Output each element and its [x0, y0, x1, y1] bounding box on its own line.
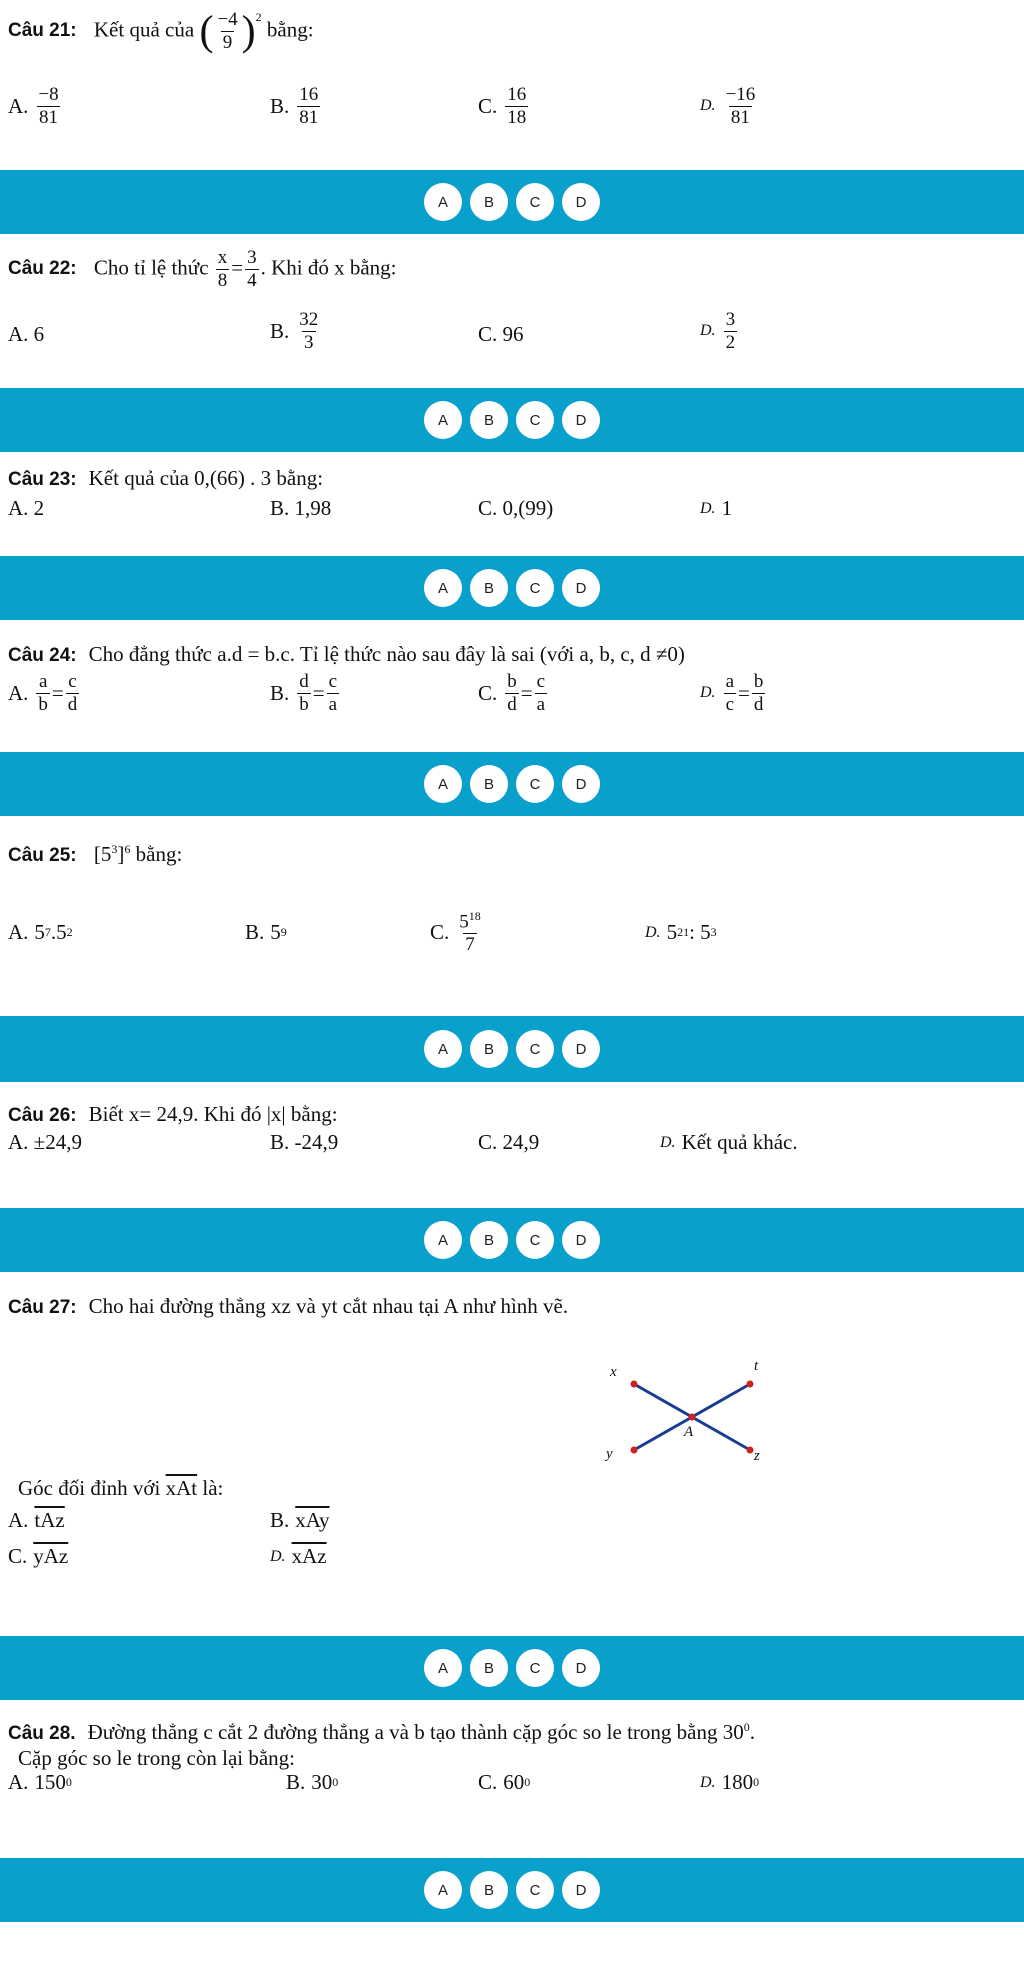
- question-25-prompt: Câu 25: $[5^3]^6$ bằng:: [8, 842, 183, 866]
- question-24-prompt: Câu 24: Cho đẳng thức a.d = b.c. Tỉ lệ thức nào sau đây là sai (với a, b, c, d ≠0): [8, 642, 685, 666]
- option-c: C. $\frac{16}{18}$: [478, 84, 527, 128]
- option-d: D. Kết quả khác.: [660, 1130, 798, 1154]
- answer-d-button[interactable]: D: [562, 1649, 600, 1687]
- answer-a-button[interactable]: A: [424, 765, 462, 803]
- answer-bar-24: [0, 752, 1024, 816]
- answer-b-button[interactable]: B: [470, 569, 508, 607]
- answer-a-button[interactable]: A: [424, 1871, 462, 1909]
- option-b: B. 5 9: [245, 920, 287, 944]
- option-d: D. 180 0: [700, 1770, 760, 1794]
- intersecting-lines-figure: [600, 1358, 770, 1464]
- option-b: B. $\frac{d}{b}$ = $\frac{c}{a}$: [270, 671, 338, 715]
- answer-bar-22: [0, 388, 1024, 452]
- option-a: A. $\frac{-8}{81}$: [8, 84, 59, 128]
- point-z: [747, 1447, 754, 1454]
- answer-a-button[interactable]: A: [424, 401, 462, 439]
- question-28-line2: Cặp góc so le trong còn lại bằng:: [18, 1746, 296, 1770]
- answer-c-button[interactable]: C: [516, 1871, 554, 1909]
- answer-d-button[interactable]: D: [562, 765, 600, 803]
- answer-bar-27: [0, 1636, 1024, 1700]
- answer-c-button[interactable]: C: [516, 183, 554, 221]
- question-23-prompt: Câu 23: Kết quả của 0,(66) . 3 bằng:: [8, 466, 324, 490]
- answer-b-button[interactable]: B: [470, 183, 508, 221]
- answer-d-button[interactable]: D: [562, 401, 600, 439]
- option-d: D. $\overline{xAz}$: [270, 1544, 327, 1568]
- label-z: z: [754, 1448, 760, 1464]
- answer-a-button[interactable]: A: [424, 1649, 462, 1687]
- answer-d-button[interactable]: D: [562, 183, 600, 221]
- label-a: A: [684, 1424, 694, 1440]
- answer-b-button[interactable]: B: [470, 1030, 508, 1068]
- answer-bar-28: [0, 1858, 1024, 1922]
- option-b: B. 1,98: [270, 496, 332, 520]
- point-a: [689, 1414, 696, 1421]
- option-c: C. 60 0: [478, 1770, 531, 1794]
- option-d: D. $\frac{3}{2}$: [700, 309, 736, 353]
- question-27-prompt: Câu 27: Cho hai đường thẳng xz và yt cắt nhau tại A như hình vẽ.: [8, 1294, 569, 1318]
- answer-bar-21: [0, 170, 1024, 234]
- answer-bar-25: [0, 1016, 1024, 1082]
- option-a: A. 2: [8, 496, 45, 520]
- answer-c-button[interactable]: C: [516, 569, 554, 607]
- answer-a-button[interactable]: A: [424, 569, 462, 607]
- option-c: C. 24,9: [478, 1130, 540, 1154]
- option-d: D. $\frac{a}{c}$ = $\frac{b}{d}$: [700, 671, 764, 715]
- point-x: [631, 1381, 638, 1388]
- answer-c-button[interactable]: C: [516, 401, 554, 439]
- question-21-prompt: Câu 21: Kết quả của ( $\frac{-4}{9}$ )$^2$ bằng:: [8, 8, 314, 55]
- answer-b-button[interactable]: B: [470, 1649, 508, 1687]
- answer-d-button[interactable]: D: [562, 1871, 600, 1909]
- answer-d-button[interactable]: D: [562, 569, 600, 607]
- answer-a-button[interactable]: A: [424, 183, 462, 221]
- answer-b-button[interactable]: B: [470, 1221, 508, 1259]
- option-d: D. 5 21 : 5 3: [645, 920, 717, 944]
- option-c: C. $\frac{5^{18}}{7}$: [430, 909, 481, 956]
- label-x: x: [610, 1364, 617, 1380]
- answer-a-button[interactable]: A: [424, 1030, 462, 1068]
- option-a: A. $\overline{tAz}$: [8, 1508, 65, 1532]
- option-c: C. $\overline{yAz}$: [8, 1544, 69, 1568]
- option-a: A. 6: [8, 322, 45, 346]
- answer-a-button[interactable]: A: [424, 1221, 462, 1259]
- question-26-prompt: Câu 26: Biết x= 24,9. Khi đó |x| bằng:: [8, 1102, 338, 1126]
- option-b: B. $\overline{xAy}$: [270, 1508, 330, 1532]
- answer-c-button[interactable]: C: [516, 1221, 554, 1259]
- point-t: [747, 1381, 754, 1388]
- option-c: C. 96: [478, 322, 524, 346]
- question-28-prompt: Câu 28. Đường thẳng c cắt 2 đường thẳng a và b tạo thành cặp góc so le trong bằng $30^0$.: [8, 1720, 755, 1744]
- lines-diagram: [600, 1362, 770, 1462]
- option-a: A. 5 7 .5 2: [8, 920, 73, 944]
- option-b: B. -24,9: [270, 1130, 339, 1154]
- answer-c-button[interactable]: C: [516, 765, 554, 803]
- option-c: C. 0,(99): [478, 496, 554, 520]
- answer-b-button[interactable]: B: [470, 1871, 508, 1909]
- answer-d-button[interactable]: D: [562, 1221, 600, 1259]
- label-y: y: [606, 1446, 613, 1462]
- option-d: D. $\frac{-16}{81}$: [700, 84, 756, 128]
- option-c: C. $\frac{b}{d}$ = $\frac{c}{a}$: [478, 671, 546, 715]
- answer-d-button[interactable]: D: [562, 1030, 600, 1068]
- option-a: A. 150 0: [8, 1770, 72, 1794]
- option-b: B. $\frac{32}{3}$: [270, 309, 319, 353]
- option-d: D. 1: [700, 496, 733, 520]
- point-y: [631, 1447, 638, 1454]
- option-a: A. ±24,9: [8, 1130, 82, 1154]
- option-b: B. $\frac{16}{81}$: [270, 84, 319, 128]
- answer-c-button[interactable]: C: [516, 1649, 554, 1687]
- answer-c-button[interactable]: C: [516, 1030, 554, 1068]
- answer-b-button[interactable]: B: [470, 765, 508, 803]
- option-a: A. $\frac{a}{b}$ = $\frac{c}{d}$: [8, 671, 78, 715]
- question-number: Câu 21:: [8, 20, 77, 42]
- label-t: t: [754, 1358, 759, 1374]
- answer-bar-26: [0, 1208, 1024, 1272]
- option-b: B. 30 0: [286, 1770, 339, 1794]
- answer-b-button[interactable]: B: [470, 401, 508, 439]
- question-22-prompt: Câu 22: Cho tỉ lệ thức $\frac{x}{8}$ = $\frac{3}{4}$ . Khi đó x bằng:: [8, 247, 397, 291]
- answer-bar-23: [0, 556, 1024, 620]
